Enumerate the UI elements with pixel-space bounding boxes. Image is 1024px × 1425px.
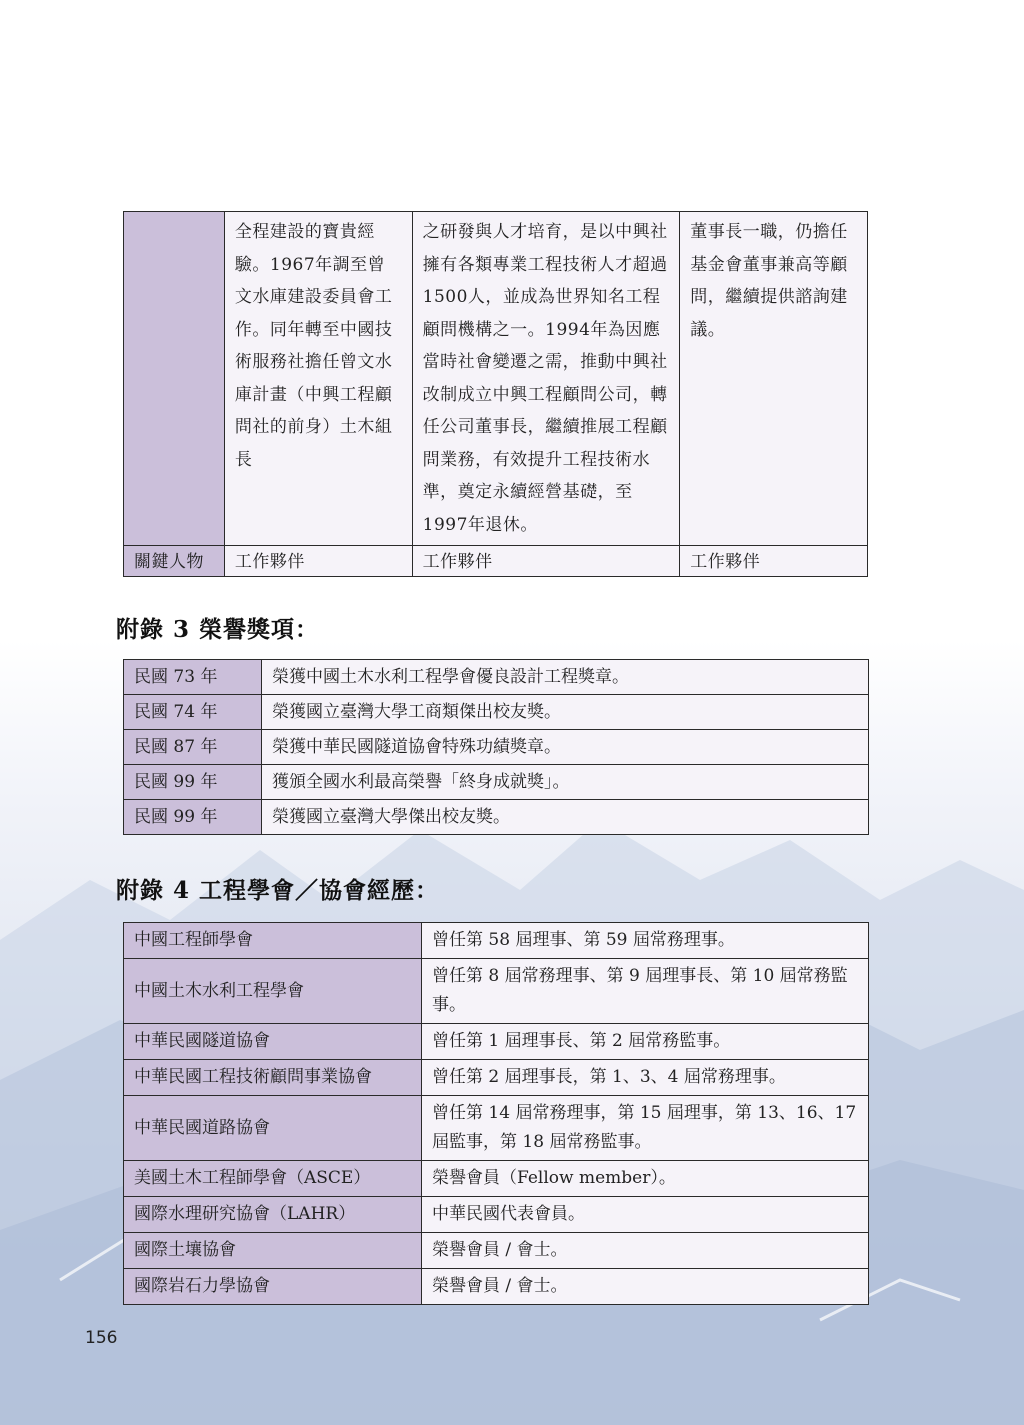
organization-role: 中華民國代表會員。 bbox=[422, 1197, 869, 1233]
appendix-4-heading: 附錄 4 工程學會／協會經歷： bbox=[116, 877, 440, 904]
award-description: 榮獲國立臺灣大學傑出校友獎。 bbox=[262, 800, 869, 835]
table-cell: 工作夥伴 bbox=[224, 546, 412, 577]
organization-name: 國際土壤協會 bbox=[124, 1233, 422, 1269]
table-cell: 董事長一職，仍擔任基金會董事兼高等顧問，繼續提供諮詢建議。 bbox=[680, 212, 868, 546]
table-row bbox=[124, 923, 869, 959]
row-label bbox=[124, 212, 225, 546]
table-row bbox=[124, 212, 868, 546]
organization-name: 國際岩石力學協會 bbox=[124, 1269, 422, 1305]
award-year: 民國 73 年 bbox=[124, 660, 262, 695]
table-row bbox=[124, 1096, 869, 1161]
award-description: 榮獲中華民國隧道協會特殊功績獎章。 bbox=[262, 730, 869, 765]
award-year: 民國 87 年 bbox=[124, 730, 262, 765]
organization-name: 中華民國工程技術顧問事業協會 bbox=[124, 1060, 422, 1096]
award-year: 民國 74 年 bbox=[124, 695, 262, 730]
row-label: 關鍵人物 bbox=[124, 546, 225, 577]
table-cell: 之研發與人才培育，是以中興社擁有各類專業工程技術人才超過1500人，並成為世界知名工程顧問機構之一。1994年為因應當時社會變遷之需，推動中興社改制成立中興工程顧問公司，轉任公司董事長，繼續推展工程顧問業務，有效提升工程技術水準，奠定永續經營基礎，至1997年退休。 bbox=[412, 212, 680, 546]
organization-name: 中國工程師學會 bbox=[124, 923, 422, 959]
organization-role: 榮譽會員 / 會士。 bbox=[422, 1233, 869, 1269]
award-year: 民國 99 年 bbox=[124, 800, 262, 835]
table-row bbox=[124, 765, 869, 800]
organization-name: 美國土木工程師學會（ASCE） bbox=[124, 1161, 422, 1197]
table-cell: 工作夥伴 bbox=[412, 546, 680, 577]
table-row bbox=[124, 800, 869, 835]
appendix-3-heading: 附錄 3 榮譽獎項： bbox=[116, 616, 320, 643]
associations-table bbox=[123, 922, 869, 1305]
table-row bbox=[124, 695, 869, 730]
organization-name: 中華民國道路協會 bbox=[124, 1096, 422, 1161]
organization-role: 曾任第 2 屆理事長，第 1、3、4 屆常務理事。 bbox=[422, 1060, 869, 1096]
table-cell: 工作夥伴 bbox=[680, 546, 868, 577]
organization-role: 曾任第 1 屆理事長、第 2 屆常務監事。 bbox=[422, 1024, 869, 1060]
award-year: 民國 99 年 bbox=[124, 765, 262, 800]
organization-role: 榮譽會員（Fellow member）。 bbox=[422, 1161, 869, 1197]
award-description: 榮獲中國土木水利工程學會優良設計工程獎章。 bbox=[262, 660, 869, 695]
organization-role: 榮譽會員 / 會士。 bbox=[422, 1269, 869, 1305]
table-row bbox=[124, 660, 869, 695]
award-description: 榮獲國立臺灣大學工商類傑出校友獎。 bbox=[262, 695, 869, 730]
organization-name: 中華民國隧道協會 bbox=[124, 1024, 422, 1060]
organization-role: 曾任第 58 屆理事、第 59 屆常務理事。 bbox=[422, 923, 869, 959]
table-row bbox=[124, 1161, 869, 1197]
career-table bbox=[123, 211, 868, 577]
organization-name: 中國土木水利工程學會 bbox=[124, 959, 422, 1024]
table-cell: 全程建設的寶貴經驗。1967年調至曾文水庫建設委員會工作。同年轉至中國技術服務社擔任曾文水庫計畫（中興工程顧問社的前身）土木組長 bbox=[224, 212, 412, 546]
table-row bbox=[124, 1024, 869, 1060]
award-description: 獲頒全國水利最高榮譽「終身成就獎」。 bbox=[262, 765, 869, 800]
table-row bbox=[124, 1269, 869, 1305]
page-number: 156 bbox=[85, 1328, 118, 1348]
table-row bbox=[124, 1197, 869, 1233]
awards-table bbox=[123, 659, 869, 835]
table-row bbox=[124, 546, 868, 577]
table-row bbox=[124, 1060, 869, 1096]
table-row bbox=[124, 959, 869, 1024]
table-row bbox=[124, 730, 869, 765]
table-row bbox=[124, 1233, 869, 1269]
organization-name: 國際水理研究協會（LAHR） bbox=[124, 1197, 422, 1233]
organization-role: 曾任第 14 屆常務理事，第 15 屆理事，第 13、16、17 屆監事，第 18 屆常務監事。 bbox=[422, 1096, 869, 1161]
organization-role: 曾任第 8 屆常務理事、第 9 屆理事長、第 10 屆常務監事。 bbox=[422, 959, 869, 1024]
